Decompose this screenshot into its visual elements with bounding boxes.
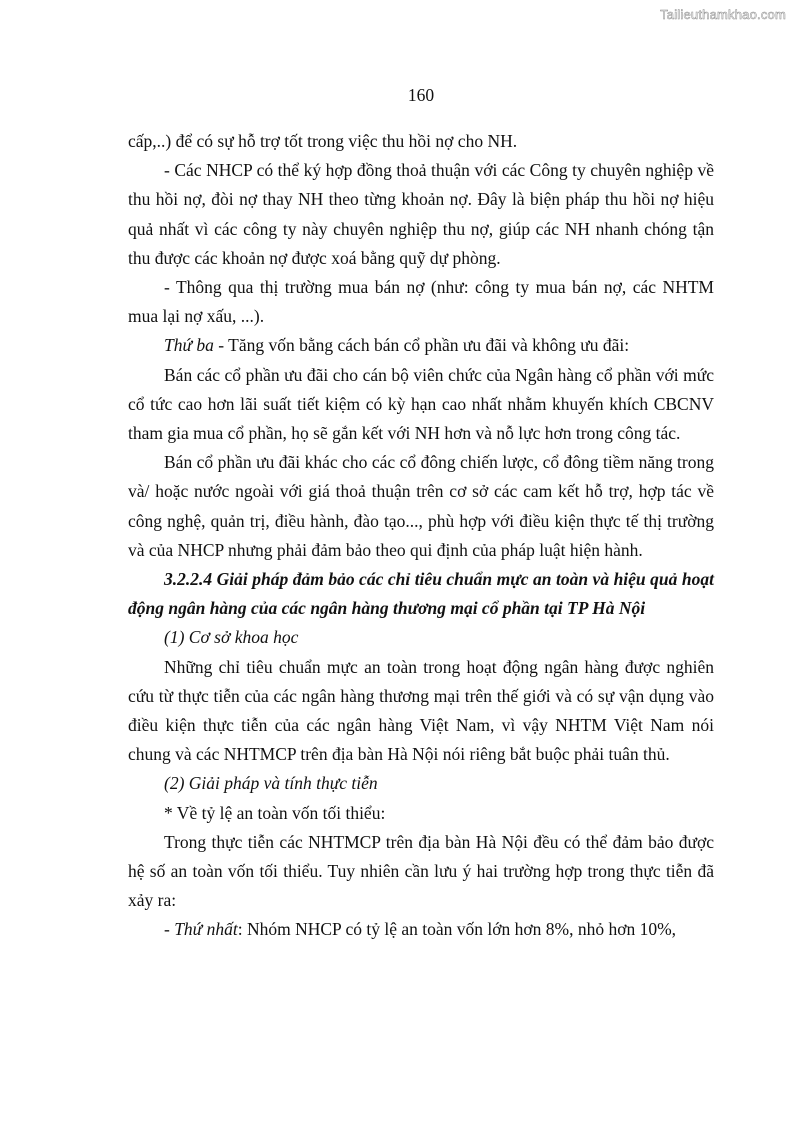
section-heading-3-2-2-4: 3.2.2.4 Giải pháp đảm bảo các chỉ tiêu chuẩn mực an toàn và hiệu quả hoạt động ngân hàng của các ngân hàng thương mại cổ phần tại TP Hà Nội	[128, 569, 714, 619]
subheading-solutions-text: (2) Giải pháp và tính thực tiễn	[164, 773, 378, 794]
third-text: - Tăng vốn bằng cách bán cổ phần ưu đãi và không ưu đãi:	[213, 335, 630, 356]
third-label: Thứ ba	[164, 335, 214, 356]
page-number: 160	[407, 85, 435, 105]
paragraph-continuation: cấp,..) để có sự hỗ trợ tốt trong việc thu hồi nợ cho NH.	[128, 131, 518, 151]
subheading-solutions	[128, 769, 714, 798]
paragraph-third-heading	[128, 331, 714, 360]
paragraph-safety-standards: Những chỉ tiêu chuẩn mực an toàn trong hoạt động ngân hàng được nghiên cứu từ thực tiễn của các ngân hàng thương mại trên thế giới và có sự vận dụng vào điều kiện thực tiễn của các ngân hàng Việt Nam, vì vậy NHTM Việt Nam nói chung và các NHTMCP trên địa bàn Hà Nội nói riêng bắt buộc phải tuân thủ.	[128, 656, 714, 765]
paragraph-debt-market: - Thông qua thị trường mua bán nợ (như: công ty mua bán nợ, các NHTM mua lại nợ xấu, ...).	[128, 277, 714, 327]
paragraph-debt-collection: - Các NHCP có thể ký hợp đồng thoả thuận với các Công ty chuyên nghiệp về thu hồi nợ, đòi nợ thay NH theo từng khoản nợ. Đây là biện pháp thu hồi nợ hiệu quả nhất vì các công ty này chuyên nghiệp thu nợ, giúp các NH nhanh chóng tận thu được các khoản nợ được xoá bằng quỹ dự phòng.	[128, 160, 714, 268]
subheading-scientific-basis-text: (1) Cơ sở khoa học	[164, 627, 299, 648]
first-case-prefix: -	[164, 919, 175, 940]
paragraph-capital-ratio-heading: * Về tỷ lệ an toàn vốn tối thiểu:	[164, 802, 386, 823]
document-body	[128, 127, 714, 945]
first-case-text: : Nhóm NHCP có tỷ lệ an toàn vốn lớn hơn 8%, nhỏ hơn 10%,	[237, 919, 677, 940]
watermark: Tailieuthamkhao.com	[660, 7, 786, 22]
paragraph-preferred-shares-staff: Bán các cổ phần ưu đãi cho cán bộ viên chức của Ngân hàng cổ phần với mức cổ tức cao hơn lãi suất tiết kiệm có kỳ hạn cao nhất nhằm khuyến khích CBCNV tham gia mua cổ phần, họ sẽ gắn kết với NH hơn và nỗ lực hơn trong công tác.	[128, 364, 714, 444]
paragraph-first-case	[128, 915, 714, 944]
paragraph-capital-ratio-practice: Trong thực tiễn các NHTMCP trên địa bàn Hà Nội đều có thể đảm bảo được hệ số an toàn vốn tối thiểu. Tuy nhiên cần lưu ý hai trường hợp trong thực tiễn đã xảy ra:	[128, 831, 714, 911]
first-case-label: Thứ nhất	[174, 919, 238, 940]
paragraph-preferred-shares-strategic: Bán cổ phần ưu đãi khác cho các cổ đông chiến lược, cổ đông tiềm năng trong và/ hoặc nước ngoài với giá thoả thuận trên cơ sở các cam kết hỗ trợ, hợp tác về công nghệ, quản trị, điều hành, đào tạo..., phù hợp với điều kiện thực tế thị trường và của NHCP nhưng phải đảm bảo theo qui định của pháp luật hiện hành.	[128, 452, 714, 560]
subheading-scientific-basis	[128, 623, 714, 652]
